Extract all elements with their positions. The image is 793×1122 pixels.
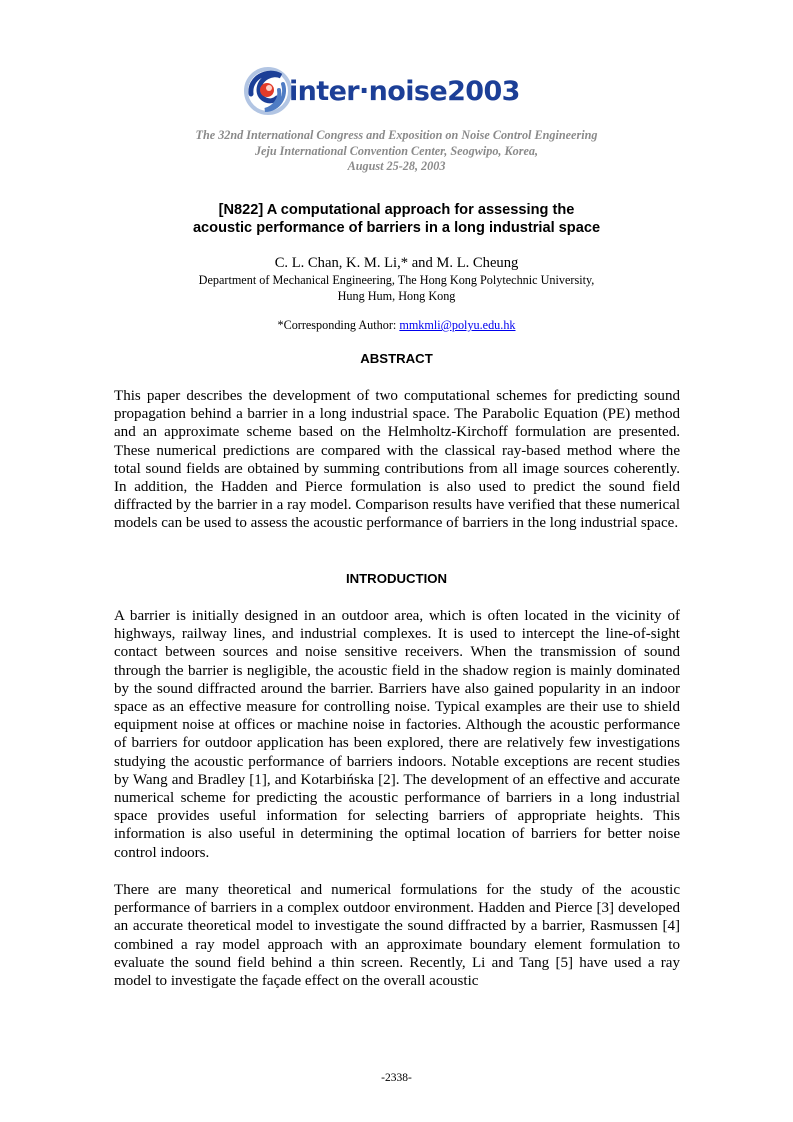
swirl-logo-icon bbox=[243, 62, 293, 120]
affiliation bbox=[0, 273, 793, 304]
introduction-heading: INTRODUCTION bbox=[345, 571, 448, 586]
introduction-paragraph-2: There are many theoretical and numerical formulations for the study of the acoustic performance of barriers in a complex outdoor environment. Hadden and Pierce [3] developed an accurate theoretical model to investigate the sound diffracted by a barrier, Rasmussen [4] combined a ray model approach with an approximate boundary element formulation to evaluate the sound field behind a thin screen. Recently, Li and Tang [5] have used a ray model to investigate the façade effect on the overall acoustic bbox=[114, 882, 680, 990]
conference-info bbox=[0, 128, 793, 175]
conference-logo bbox=[243, 62, 543, 120]
affiliation-line-1: Department of Mechanical Engineering, The Hong Kong Polytechnic University, bbox=[198, 273, 595, 287]
abstract-text: This paper describes the development of two computational schemes for predicting sound propagation behind a barrier in a long industrial space. The Parabolic Equation (PE) method and an approximate scheme based on the Helmholtz-Kirchoff formulation are presented. These numerical predictions are compared with the classical ray-based method where the total sound fields are obtained by summing contributions from all image sources coherently. In addition, the Hadden and Pierce formulation is also used to predict the sound field diffracted by the barrier in a ray model. Comparison results have verified that these numerical models can be used to assess the acoustic performance of barriers in the long industrial space. bbox=[114, 388, 680, 532]
abstract-heading: ABSTRACT bbox=[360, 351, 433, 366]
email-link[interactable]: mmkmli@polyu.edu.hk bbox=[399, 318, 516, 332]
conference-venue: Jeju International Convention Center, Seogwipo, Korea, bbox=[254, 143, 539, 158]
corresponding-author bbox=[0, 318, 793, 333]
conference-dates: August 25-28, 2003 bbox=[347, 159, 446, 173]
paper-title-line-1: [N822] A computational approach for assessing the bbox=[218, 202, 575, 218]
corresponding-label: *Corresponding Author: bbox=[277, 318, 400, 332]
page-number: -2338- bbox=[381, 1072, 412, 1084]
conference-name: The 32nd International Congress and Exposition on Noise Control Engineering bbox=[195, 128, 598, 142]
author-list: C. L. Chan, K. M. Li,* and M. L. Cheung bbox=[274, 255, 519, 271]
paper-title-line-2: acoustic performance of barriers in a long industrial space bbox=[192, 220, 601, 236]
introduction-paragraph-1: A barrier is initially designed in an outdoor area, which is often located in the vicinity of highways, railway lines, and industrial complexes. It is used to intercept the line-of-sight contact between sources and noise sensitive receivers. When the transmission of sound through the barrier is negligible, the acoustic field in the shadow region is mainly dominated by the sound diffracted around the barrier. Barriers have also gained popularity in an indoor space as an effective measure for controlling noise. Typical examples are their use to shield equipment noise at offices or machine noise in factories. Although the acoustic performance of barriers for outdoor application has been explored, there are relatively few investigations studying the acoustic performance of barriers indoors. Notable exceptions are recent studies by Wang and Bradley [1], and Kotarbińska [2]. The development of an effective and accurate numerical scheme for predicting the acoustic performance of barriers in a long industrial space provides useful information for selecting barriers of appropriate heights. This information is also useful in determining the optimal location of barriers for better noise control indoors. bbox=[114, 608, 680, 861]
paper-title bbox=[0, 201, 793, 237]
affiliation-line-2: Hung Hum, Hong Kong bbox=[337, 288, 456, 303]
logo-wordmark: inter·noise2003 bbox=[289, 76, 520, 107]
